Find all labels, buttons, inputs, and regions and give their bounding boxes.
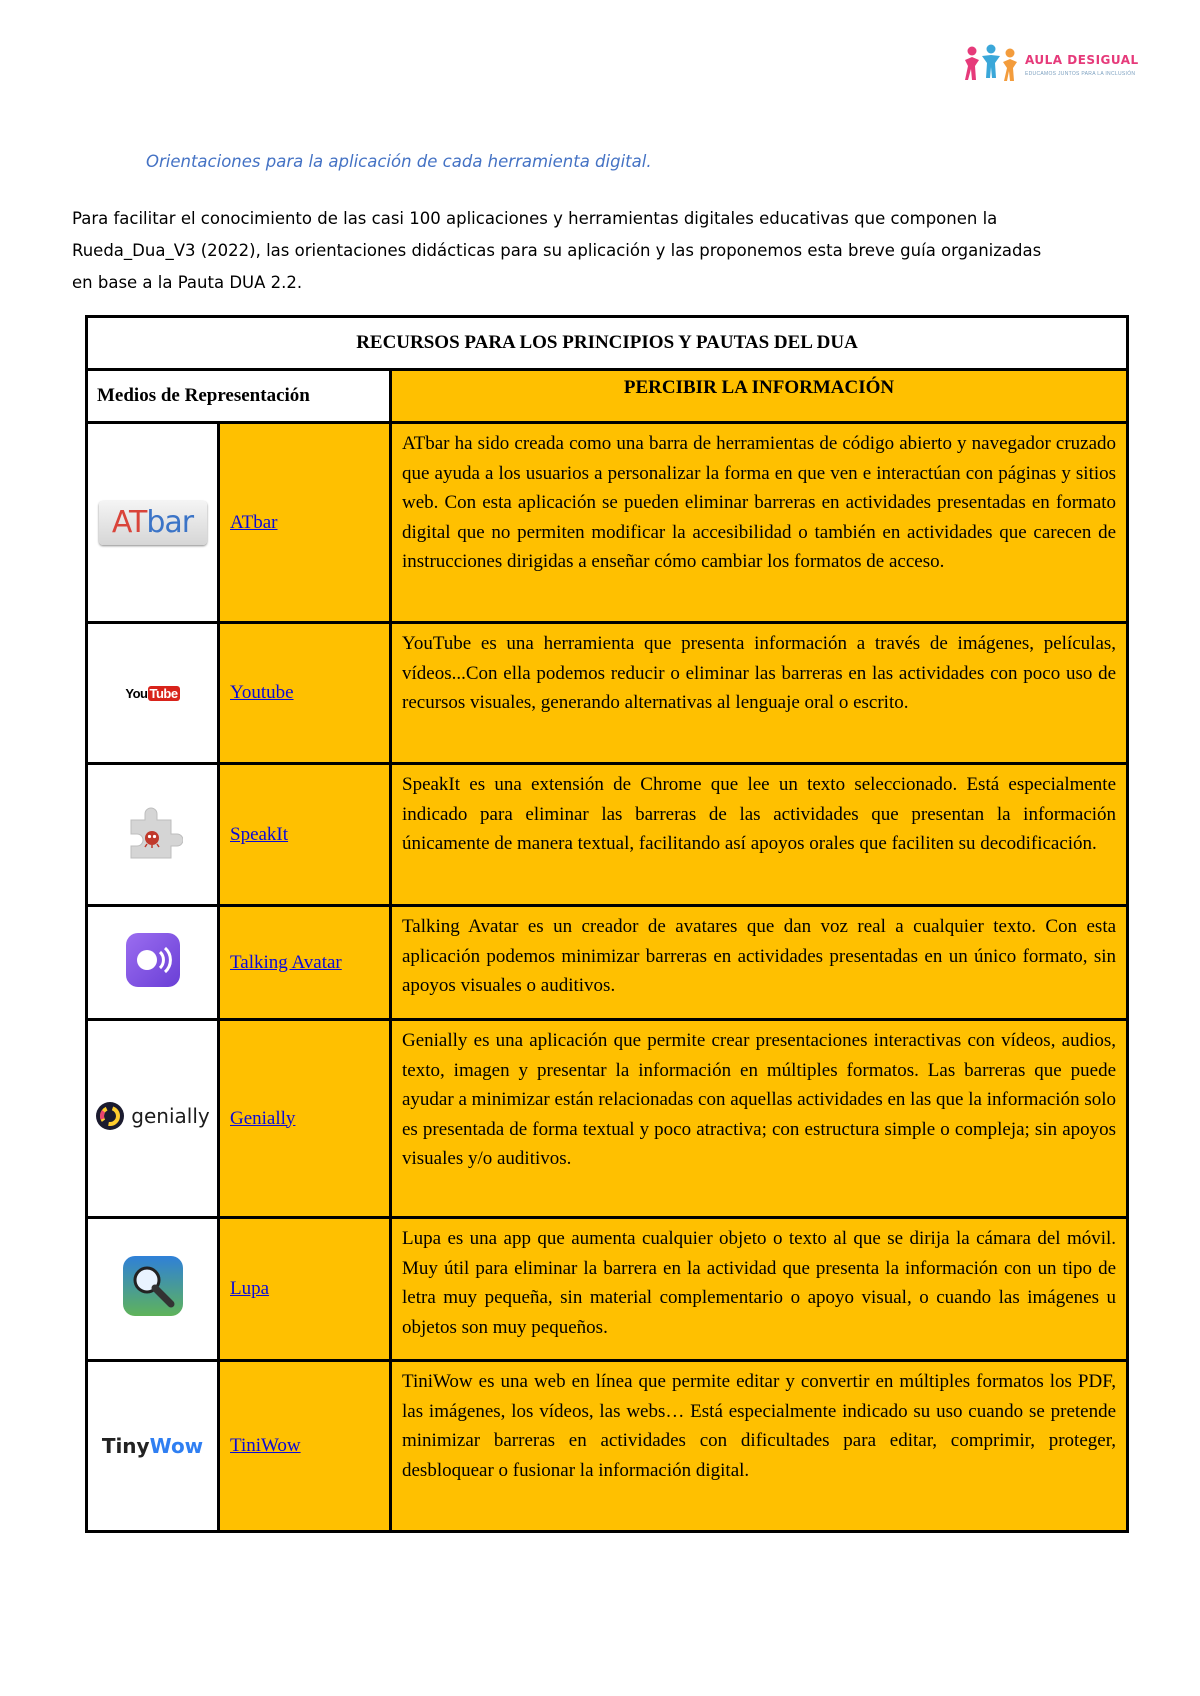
tool-description: ATbar ha sido creada como una barra de herramientas de código abierto y navegador cruzado que ayuda a los usuarios a personalizar la forma en que ven e interactúan con páginas y sitios web. Con esta aplicación se pueden eliminar barreras en actividades presentadas en formato digital que no permiten modificar la accesibilidad o también en actividades que carecen de instrucciones dirigidas a enseñar cómo cambiar los formatos de acceso.	[391, 423, 1128, 623]
intro-line: Para facilitar el conocimiento de las casi 100 aplicaciones y herramientas digitales educativas que componen la	[72, 209, 998, 228]
tool-name-cell	[219, 764, 391, 906]
brand-tagline: EDUCAMOS JUNTOS PARA LA INCLUSIÓN	[1025, 71, 1136, 77]
brand-name: AULA DESIGUAL	[1025, 53, 1139, 67]
atbar-logo: ATbar	[99, 501, 207, 545]
youtube-link[interactable]: Youtube	[230, 682, 294, 703]
genially-logo-cell	[87, 1020, 219, 1218]
speakit-logo-cell	[87, 764, 219, 906]
genially-logo: genially	[95, 1101, 209, 1131]
youtube-logo: You Tube	[125, 686, 178, 701]
atbar-link[interactable]: ATbar	[230, 511, 278, 533]
genially-mark-icon	[95, 1101, 125, 1131]
tinywow-logo: TinyWow	[101, 1433, 204, 1458]
resources-table	[85, 315, 1129, 1533]
table-row	[87, 764, 1128, 906]
tool-name-cell	[219, 1020, 391, 1218]
speakit-link[interactable]: SpeakIt	[230, 823, 289, 845]
lupa-magnifier-icon	[121, 1254, 185, 1318]
tiniwow-link[interactable]: TiniWow	[230, 1435, 301, 1456]
tool-description: Talking Avatar es un creador de avatares que dan voz real a cualquier texto. Con esta aplicación podemos minimizar barreras en actividades presentadas en un único formato, sin apoyos visuales o auditivos.	[391, 906, 1128, 1020]
intro-line: en base a la Pauta DUA 2.2.	[72, 273, 303, 292]
genially-link[interactable]: Genially	[230, 1107, 296, 1129]
tinywow-logo-cell	[87, 1361, 219, 1532]
aula-desigual-logo	[963, 44, 1139, 90]
tool-name-cell	[219, 1218, 391, 1361]
lupa-logo-cell	[87, 1218, 219, 1361]
tool-description: SpeakIt es una extensión de Chrome que lee un texto seleccionado. Está especialmente indicado para eliminar las barreras de las actividades que presentan la información únicamente de manera textual, facilitando así apoyos orales que faciliten su decodificación.	[391, 764, 1128, 906]
talking-avatar-link[interactable]: Talking Avatar	[230, 951, 342, 973]
table-subheader-row	[87, 370, 1128, 423]
talking-avatar-icon	[124, 931, 182, 989]
speakit-puzzle-icon	[123, 802, 183, 862]
table-title: RECURSOS PARA LOS PRINCIPIOS Y PAUTAS DEL DUA	[87, 317, 1128, 370]
tool-name-cell	[219, 906, 391, 1020]
table-row	[87, 1218, 1128, 1361]
tool-name-cell	[219, 1361, 391, 1532]
tool-description: YouTube es una herramienta que presenta información a través de imágenes, películas, vídeos...Con ella podemos reducir o eliminar las barreras en las actividades con poco uso de recursos visuales, generando alternativas al lenguaje oral o escrito.	[391, 623, 1128, 764]
youtube-logo-cell	[87, 623, 219, 764]
table-title-row	[87, 317, 1128, 370]
people-figures-icon	[963, 44, 1021, 84]
intro-paragraph	[72, 203, 1134, 299]
intro-line: Rueda_Dua_V3 (2022), las orientaciones didácticas para su aplicación y las proponemos esta breve guía organizadas	[72, 241, 1042, 260]
tool-description: TiniWow es una web en línea que permite editar y convertir en múltiples formatos los PDF, las imágenes, los vídeos, las webs… Está especialmente indicado su uso cuando se pretende minimizar barreras en actividades con dificultades para editar, comprimir, proteger, desbloquear o fusionar la información digital.	[391, 1361, 1128, 1532]
talking-avatar-logo-cell	[87, 906, 219, 1020]
table-row	[87, 423, 1128, 623]
table-row	[87, 1361, 1128, 1532]
tool-name-cell	[219, 423, 391, 623]
table-row	[87, 1020, 1128, 1218]
tool-description: Genially es una aplicación que permite crear presentaciones interactivas con vídeos, audios, texto, imagen y presentar la información en múltiples formatos. Las barreras que puede ayudar a minimizar están relacionadas con aquellas actividades en las que la información solo es presentada de forma textual y poco atractiva; con estructura simple o compleja; sin apoyos visuales y/o auditivos.	[391, 1020, 1128, 1218]
tool-description: Lupa es una app que aumenta cualquier objeto o texto al que se dirija la cámara del móvil. Muy útil para eliminar la barrera en la actividad que presenta la información con un tipo de letra muy pequeña, sin material complementario o apoyo visual, o cuando las imágenes u objetos son muy pequeños.	[391, 1218, 1128, 1361]
subheader-representation: Medios de Representación	[87, 370, 391, 423]
table-row	[87, 623, 1128, 764]
tool-name-cell	[219, 623, 391, 764]
section-heading: Orientaciones para la aplicación de cada herramienta digital.	[146, 152, 652, 171]
atbar-logo-cell	[87, 423, 219, 623]
subheader-perceive: PERCIBIR LA INFORMACIÓN	[391, 370, 1128, 423]
lupa-link[interactable]: Lupa	[230, 1278, 270, 1299]
table-row	[87, 906, 1128, 1020]
